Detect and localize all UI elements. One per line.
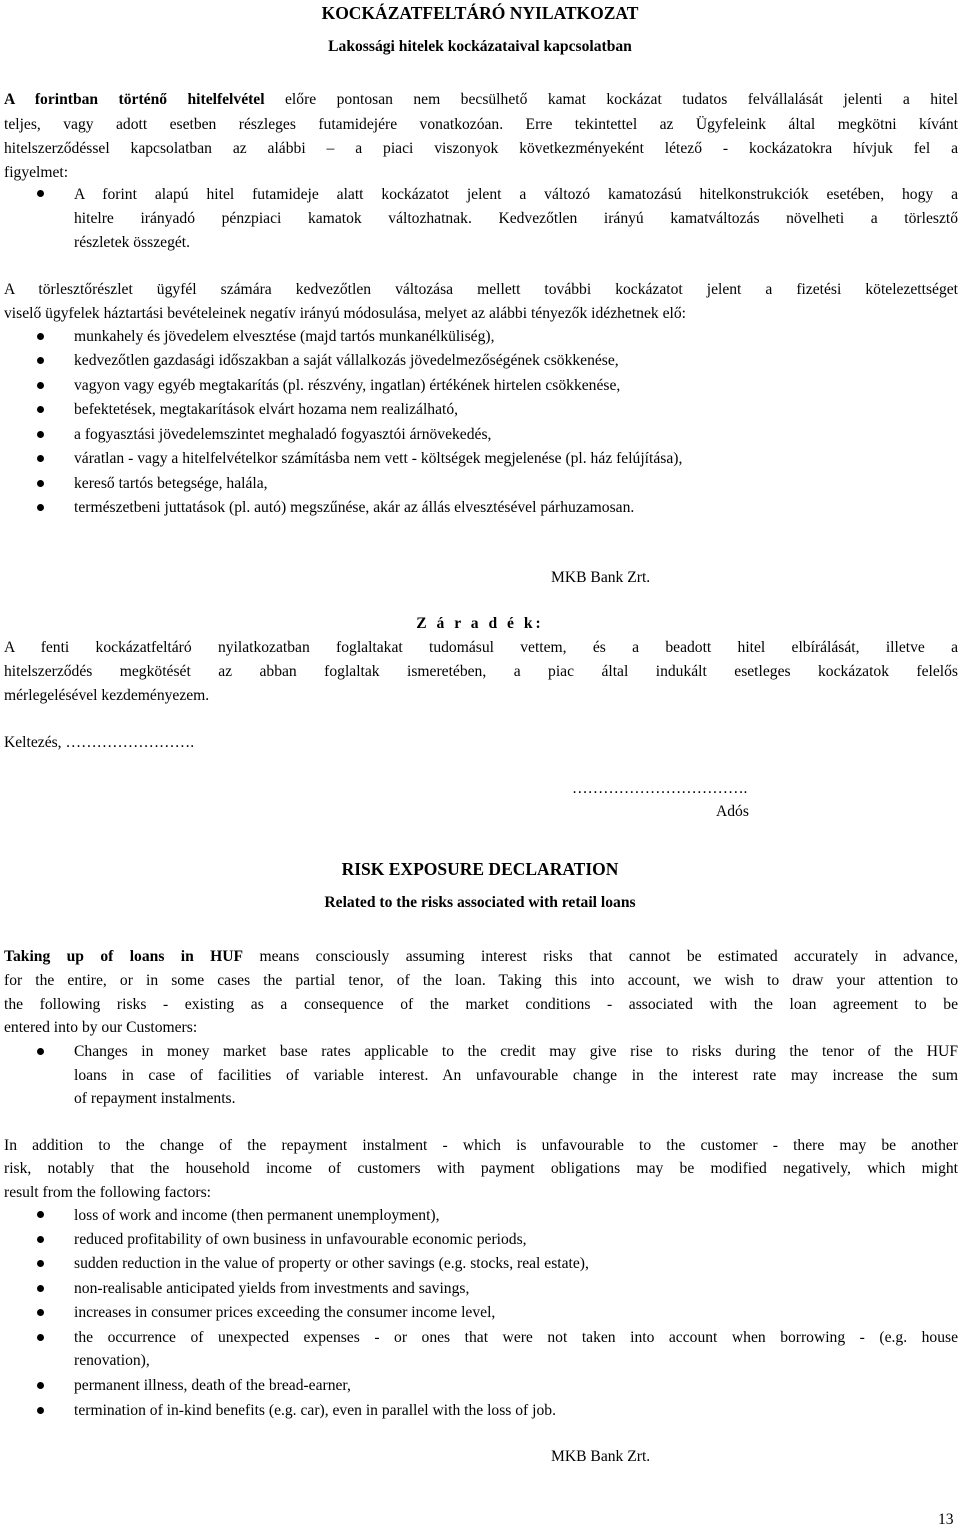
en-factor-6-line-2: renovation), [74,1352,150,1369]
en-para2-line-3: result from the following factors: [4,1184,211,1201]
hu-para2-line-1: A törlesztőrészlet ügyfél számára kedvezőtlen változása mellett további kockázatot jelent a fizetési kötelezettséget [4,281,958,298]
en-intro-text-1: means consciously assuming interest risks that cannot be estimated accurately in advance, [243,948,958,965]
hu-factor-4: befektetések, megtakarítások elvárt hozama nem realizálható, [74,401,459,418]
en-factor-3: sudden reduction in the value of property or other savings (e.g. stocks, real estate), [74,1255,589,1272]
clause-line-1: A fenti kockázatfeltáró nyilatkozatban foglaltakat tudomásul vettem, és a beadott hitel elbírálását, illetve a [4,639,958,656]
hu-intro-bold: A forintban történő hitelfelvétel [4,91,265,108]
hu-title: KOCKÁZATFELTÁRÓ NYILATKOZAT [321,3,639,23]
hu-factor-2: kedvezőtlen gazdasági időszakban a saját vállalkozás jövedelmezőségének csökkenése, [74,352,619,369]
page-number: 13 [938,1511,954,1528]
hu-factor-5: a fogyasztási jövedelemszintet meghaladó fogyasztói árnövekedés, [74,426,492,443]
bullet-icon [37,357,44,364]
en-factor-4: non-realisable anticipated yields from investments and savings, [74,1280,470,1297]
bullet-icon [37,1334,44,1341]
hu-intro-text-1: előre pontosan nem becsülhető kamat kockázat tudatos felvállalását jelenti a hitel [264,91,959,108]
hu-intro-line-1 [4,89,958,111]
bullet-icon [37,504,44,511]
hu-intro-line-2: teljes, vagy adott esetben részleges futamidejére vonatkozóan. Erre tekintettel az Ügyfeleink által megkötni kívánt [4,116,958,133]
hu-bullet-1-line-1: A forint alapú hitel futamideje alatt kockázatot jelent a változó kamatozású hitelkonstrukciók esetében, hogy a [74,186,958,203]
bullet-icon [37,1407,44,1414]
clause-line-3: mérlegelésével kezdeményezem. [4,687,210,704]
en-para2-line-1: In addition to the change of the repayment instalment - which is unfavourable to the customer - there may be another [4,1137,958,1154]
hu-intro-line-4: figyelmet: [4,164,69,181]
signature-line: ……………………………. [572,780,748,797]
bullet-icon [37,1211,44,1218]
hu-bullet-1-line-3: részletek összegét. [74,234,191,251]
bullet-icon [37,480,44,487]
en-intro-line-3: the following risks - existing as a consequence of the market conditions - associated with the loan agreement to be [4,996,958,1013]
en-factor-8: termination of in-kind benefits (e.g. car), even in parallel with the loss of job. [74,1402,556,1419]
en-title: RISK EXPOSURE DECLARATION [341,859,619,879]
hu-subtitle: Lakossági hitelek kockázataival kapcsolatban [328,38,632,55]
hu-intro-line-3: hitelszerződéssel kapcsolatban az alábbi – a piaci viszonyok következményeként létező - kockázatokra hívjuk fel a [4,140,958,157]
en-intro-line-2: for the entire, or in some cases the partial tenor, of the loan. Taking this into account, we wish to draw your attention to [4,972,958,989]
debtor-label: Adós [716,803,749,820]
bullet-icon [37,1048,44,1055]
en-bullet-1-line-1: Changes in money market base rates applicable to the credit may give rise to risks during the tenor of the HUF [74,1043,958,1060]
en-factor-2: reduced profitability of own business in unfavourable economic periods, [74,1231,527,1248]
hu-bank-name: MKB Bank Zrt. [551,569,651,586]
clause-title: Z á r a d é k: [416,615,544,632]
hu-factor-8: természetbeni juttatások (pl. autó) megszűnése, akár az állás elvesztésével párhuzamosan. [74,499,635,516]
bullet-icon [37,431,44,438]
bullet-icon [37,1260,44,1267]
hu-factor-1: munkahely és jövedelem elvesztése (majd tartós munkanélküliség), [74,328,495,345]
date-field: Keltezés, ……………………. [4,734,195,751]
hu-bullet-1-line-2: hitelre irányadó pénzpiaci kamatok változhatnak. Kedvezőtlen irányú kamatváltozás növelheti a törlesztő [74,210,958,227]
bullet-icon [37,333,44,340]
en-factor-1: loss of work and income (then permanent unemployment), [74,1207,440,1224]
en-bank-name: MKB Bank Zrt. [551,1448,651,1465]
en-factor-6-line-1: the occurrence of unexpected expenses - or ones that were not taken into account when borrowing - (e.g. house [74,1329,958,1346]
hu-factor-7: kereső tartós betegsége, halála, [74,475,268,492]
bullet-icon [37,1309,44,1316]
hu-factor-6: váratlan - vagy a hitelfelvételkor számításba nem vett - költségek megjelenése (pl. ház felújítása), [74,450,683,467]
en-factor-7: permanent illness, death of the bread-earner, [74,1377,351,1394]
en-factor-5: increases in consumer prices exceeding the consumer income level, [74,1304,496,1321]
en-intro-line-4: entered into by our Customers: [4,1019,198,1036]
bullet-icon [37,455,44,462]
en-subtitle: Related to the risks associated with retail loans [324,894,636,911]
en-intro-bold: Taking up of loans in HUF [4,948,244,965]
hu-factor-3: vagyon vagy egyéb megtakarítás (pl. részvény, ingatlan) értékének hirtelen csökkenése, [74,377,621,394]
bullet-icon [37,1285,44,1292]
bullet-icon [37,1382,44,1389]
bullet-icon [37,382,44,389]
hu-para2-line-2: viselő ügyfelek háztartási bevételeinek negatív irányú módosulása, melyet az alábbi tényezők idézhetnek elő: [4,305,686,322]
en-bullet-1-line-3: of repayment instalments. [74,1090,236,1107]
en-intro-line-1 [4,946,958,968]
en-bullet-1-line-2: loans in case of facilities of variable interest. An unfavourable change in the interest rate may increase the sum [74,1067,958,1084]
bullet-icon [37,190,44,197]
bullet-icon [37,1236,44,1243]
en-para2-line-2: risk, notably that the household income of customers with payment obligations may be modified negatively, which might [4,1160,958,1177]
clause-line-2: hitelszerződés megkötését az abban foglaltak ismeretében, a piac által indukált esetleges kockázatok felelős [4,663,958,680]
bullet-icon [37,406,44,413]
